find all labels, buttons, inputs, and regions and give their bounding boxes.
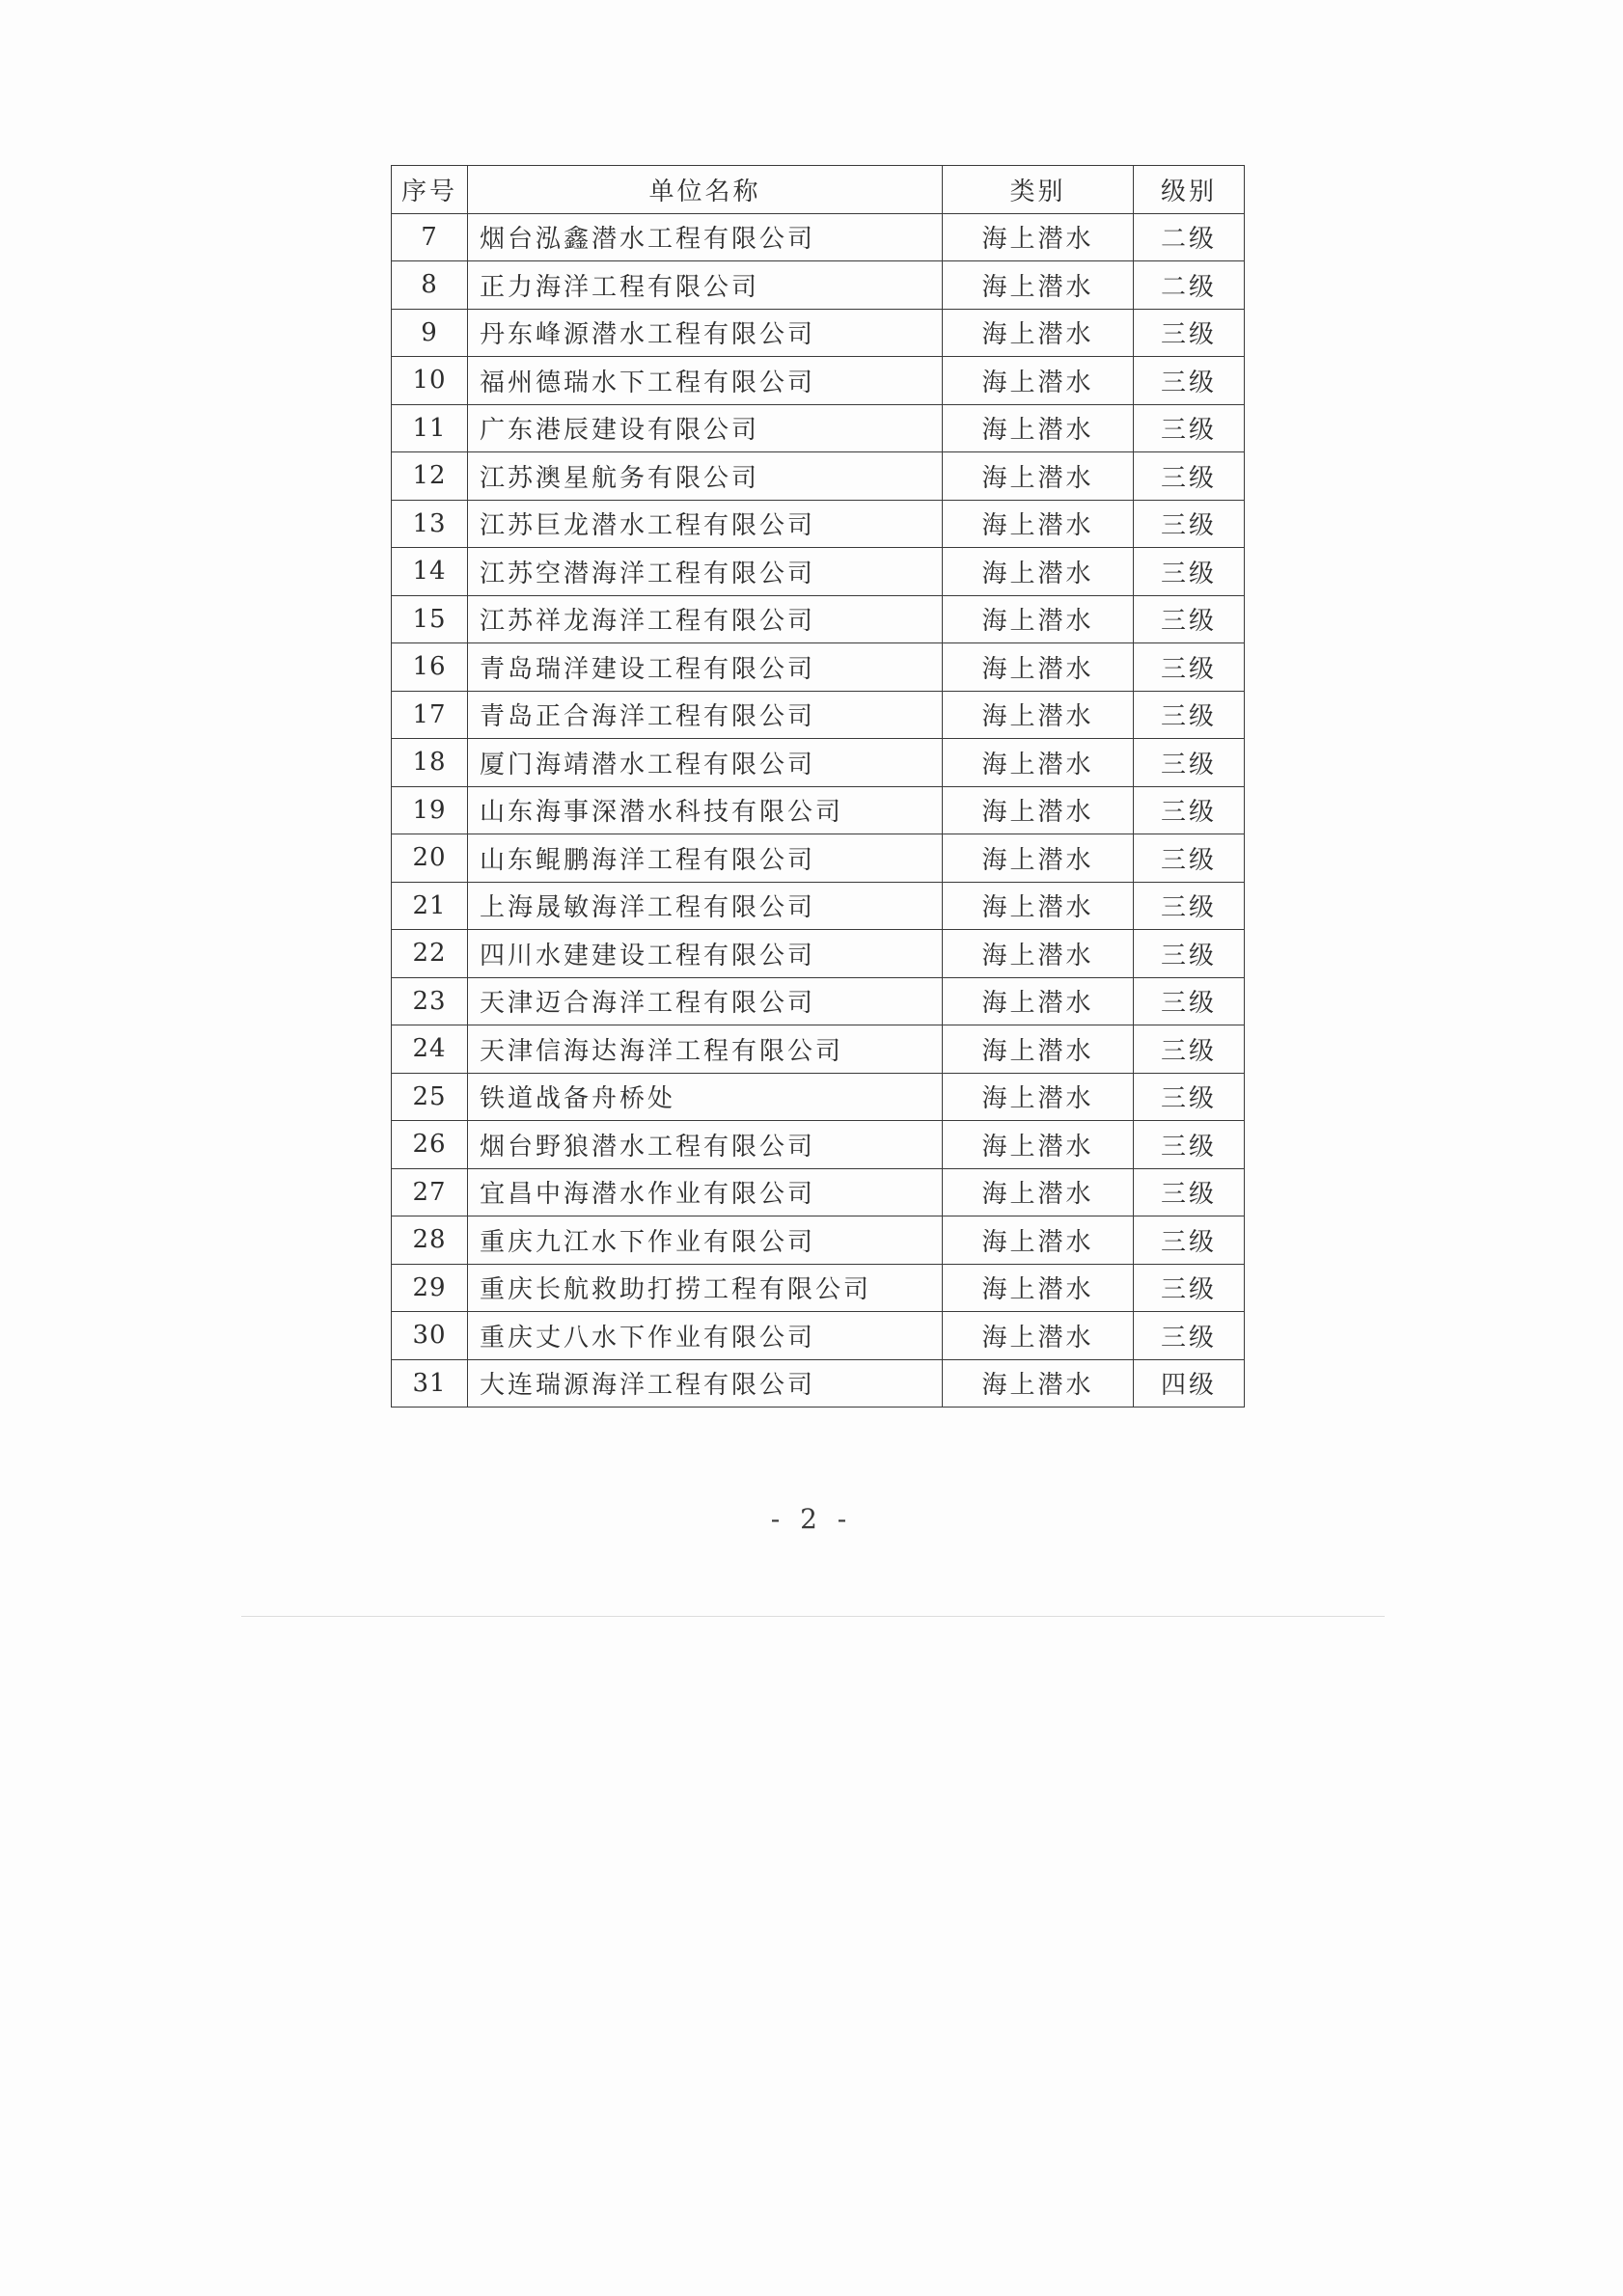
table-row xyxy=(392,261,1245,310)
table-row xyxy=(392,595,1245,643)
table-row xyxy=(392,786,1245,834)
table-row xyxy=(392,643,1245,692)
table-row xyxy=(392,548,1245,596)
cell-company-name: 天津信海达海洋工程有限公司 xyxy=(468,1025,943,1074)
cell-category: 海上潜水 xyxy=(943,1073,1134,1121)
cell-no: 23 xyxy=(392,977,468,1025)
cell-company-name: 江苏祥龙海洋工程有限公司 xyxy=(468,595,943,643)
table-row xyxy=(392,739,1245,787)
table-row xyxy=(392,1073,1245,1121)
cell-category: 海上潜水 xyxy=(943,309,1134,357)
cell-no: 31 xyxy=(392,1359,468,1408)
cell-level: 三级 xyxy=(1134,739,1245,787)
cell-company-name: 丹东峰源潜水工程有限公司 xyxy=(468,309,943,357)
cell-company-name: 山东海事深潜水科技有限公司 xyxy=(468,786,943,834)
cell-category: 海上潜水 xyxy=(943,1312,1134,1360)
cell-category: 海上潜水 xyxy=(943,643,1134,692)
cell-company-name: 江苏空潜海洋工程有限公司 xyxy=(468,548,943,596)
cell-level: 三级 xyxy=(1134,643,1245,692)
cell-level: 二级 xyxy=(1134,261,1245,310)
company-list-table xyxy=(391,165,1245,1408)
cell-company-name: 江苏澳星航务有限公司 xyxy=(468,452,943,501)
cell-no: 19 xyxy=(392,786,468,834)
cell-category: 海上潜水 xyxy=(943,1025,1134,1074)
table-row xyxy=(392,1264,1245,1312)
cell-category: 海上潜水 xyxy=(943,261,1134,310)
cell-company-name: 重庆长航救助打捞工程有限公司 xyxy=(468,1264,943,1312)
cell-category: 海上潜水 xyxy=(943,977,1134,1025)
cell-category: 海上潜水 xyxy=(943,500,1134,548)
cell-company-name: 天津迈合海洋工程有限公司 xyxy=(468,977,943,1025)
table-row xyxy=(392,977,1245,1025)
cell-no: 12 xyxy=(392,452,468,501)
table-row xyxy=(392,1359,1245,1408)
cell-category: 海上潜水 xyxy=(943,691,1134,739)
table-row xyxy=(392,452,1245,501)
table-row xyxy=(392,213,1245,261)
header-category: 类别 xyxy=(943,166,1134,214)
cell-company-name: 福州德瑞水下工程有限公司 xyxy=(468,357,943,405)
table-row xyxy=(392,691,1245,739)
cell-no: 28 xyxy=(392,1216,468,1265)
cell-no: 14 xyxy=(392,548,468,596)
cell-company-name: 四川水建建设工程有限公司 xyxy=(468,930,943,978)
cell-no: 18 xyxy=(392,739,468,787)
table-row xyxy=(392,357,1245,405)
cell-company-name: 青岛瑞洋建设工程有限公司 xyxy=(468,643,943,692)
scan-divider xyxy=(241,1616,1385,1617)
table-header-row xyxy=(392,166,1245,214)
table-row xyxy=(392,1216,1245,1265)
cell-no: 25 xyxy=(392,1073,468,1121)
cell-company-name: 青岛正合海洋工程有限公司 xyxy=(468,691,943,739)
header-name: 单位名称 xyxy=(468,166,943,214)
cell-level: 三级 xyxy=(1134,548,1245,596)
cell-level: 三级 xyxy=(1134,404,1245,452)
cell-category: 海上潜水 xyxy=(943,1264,1134,1312)
cell-no: 20 xyxy=(392,834,468,883)
cell-level: 三级 xyxy=(1134,1216,1245,1265)
cell-category: 海上潜水 xyxy=(943,882,1134,930)
cell-level: 三级 xyxy=(1134,1121,1245,1169)
cell-level: 三级 xyxy=(1134,977,1245,1025)
cell-company-name: 江苏巨龙潜水工程有限公司 xyxy=(468,500,943,548)
cell-no: 24 xyxy=(392,1025,468,1074)
cell-level: 三级 xyxy=(1134,1264,1245,1312)
cell-company-name: 铁道战备舟桥处 xyxy=(468,1073,943,1121)
table-row xyxy=(392,500,1245,548)
cell-no: 9 xyxy=(392,309,468,357)
cell-no: 22 xyxy=(392,930,468,978)
table-row xyxy=(392,309,1245,357)
cell-level: 三级 xyxy=(1134,786,1245,834)
cell-company-name: 烟台泓鑫潜水工程有限公司 xyxy=(468,213,943,261)
table-row xyxy=(392,930,1245,978)
cell-company-name: 厦门海靖潜水工程有限公司 xyxy=(468,739,943,787)
cell-no: 17 xyxy=(392,691,468,739)
cell-no: 13 xyxy=(392,500,468,548)
cell-company-name: 山东鲲鹏海洋工程有限公司 xyxy=(468,834,943,883)
cell-no: 10 xyxy=(392,357,468,405)
cell-no: 8 xyxy=(392,261,468,310)
cell-no: 7 xyxy=(392,213,468,261)
cell-level: 三级 xyxy=(1134,1025,1245,1074)
cell-category: 海上潜水 xyxy=(943,1216,1134,1265)
cell-level: 三级 xyxy=(1134,691,1245,739)
cell-level: 三级 xyxy=(1134,882,1245,930)
cell-no: 30 xyxy=(392,1312,468,1360)
cell-no: 26 xyxy=(392,1121,468,1169)
cell-no: 29 xyxy=(392,1264,468,1312)
cell-company-name: 上海晟敏海洋工程有限公司 xyxy=(468,882,943,930)
cell-category: 海上潜水 xyxy=(943,834,1134,883)
cell-category: 海上潜水 xyxy=(943,1359,1134,1408)
cell-level: 四级 xyxy=(1134,1359,1245,1408)
cell-no: 11 xyxy=(392,404,468,452)
page-number: - 2 - xyxy=(770,1503,853,1535)
header-no: 序号 xyxy=(392,166,468,214)
cell-company-name: 大连瑞源海洋工程有限公司 xyxy=(468,1359,943,1408)
cell-level: 三级 xyxy=(1134,357,1245,405)
cell-level: 三级 xyxy=(1134,595,1245,643)
cell-category: 海上潜水 xyxy=(943,548,1134,596)
table-row xyxy=(392,1168,1245,1216)
cell-level: 三级 xyxy=(1134,834,1245,883)
cell-company-name: 宜昌中海潜水作业有限公司 xyxy=(468,1168,943,1216)
cell-category: 海上潜水 xyxy=(943,1168,1134,1216)
table-row xyxy=(392,882,1245,930)
table-body xyxy=(392,213,1245,1408)
table-row xyxy=(392,1025,1245,1074)
cell-category: 海上潜水 xyxy=(943,930,1134,978)
cell-category: 海上潜水 xyxy=(943,452,1134,501)
cell-level: 三级 xyxy=(1134,452,1245,501)
cell-level: 三级 xyxy=(1134,500,1245,548)
cell-category: 海上潜水 xyxy=(943,357,1134,405)
cell-category: 海上潜水 xyxy=(943,404,1134,452)
cell-level: 三级 xyxy=(1134,930,1245,978)
cell-level: 三级 xyxy=(1134,309,1245,357)
cell-company-name: 广东港辰建设有限公司 xyxy=(468,404,943,452)
cell-category: 海上潜水 xyxy=(943,213,1134,261)
table-row xyxy=(392,834,1245,883)
cell-category: 海上潜水 xyxy=(943,739,1134,787)
header-level: 级别 xyxy=(1134,166,1245,214)
cell-category: 海上潜水 xyxy=(943,786,1134,834)
cell-level: 三级 xyxy=(1134,1312,1245,1360)
table-row xyxy=(392,1121,1245,1169)
cell-company-name: 重庆九江水下作业有限公司 xyxy=(468,1216,943,1265)
cell-category: 海上潜水 xyxy=(943,1121,1134,1169)
cell-level: 三级 xyxy=(1134,1073,1245,1121)
cell-no: 15 xyxy=(392,595,468,643)
cell-no: 21 xyxy=(392,882,468,930)
cell-company-name: 烟台野狼潜水工程有限公司 xyxy=(468,1121,943,1169)
cell-level: 二级 xyxy=(1134,213,1245,261)
cell-no: 27 xyxy=(392,1168,468,1216)
table-row xyxy=(392,404,1245,452)
table-row xyxy=(392,1312,1245,1360)
cell-company-name: 正力海洋工程有限公司 xyxy=(468,261,943,310)
cell-level: 三级 xyxy=(1134,1168,1245,1216)
cell-category: 海上潜水 xyxy=(943,595,1134,643)
cell-no: 16 xyxy=(392,643,468,692)
cell-company-name: 重庆丈八水下作业有限公司 xyxy=(468,1312,943,1360)
